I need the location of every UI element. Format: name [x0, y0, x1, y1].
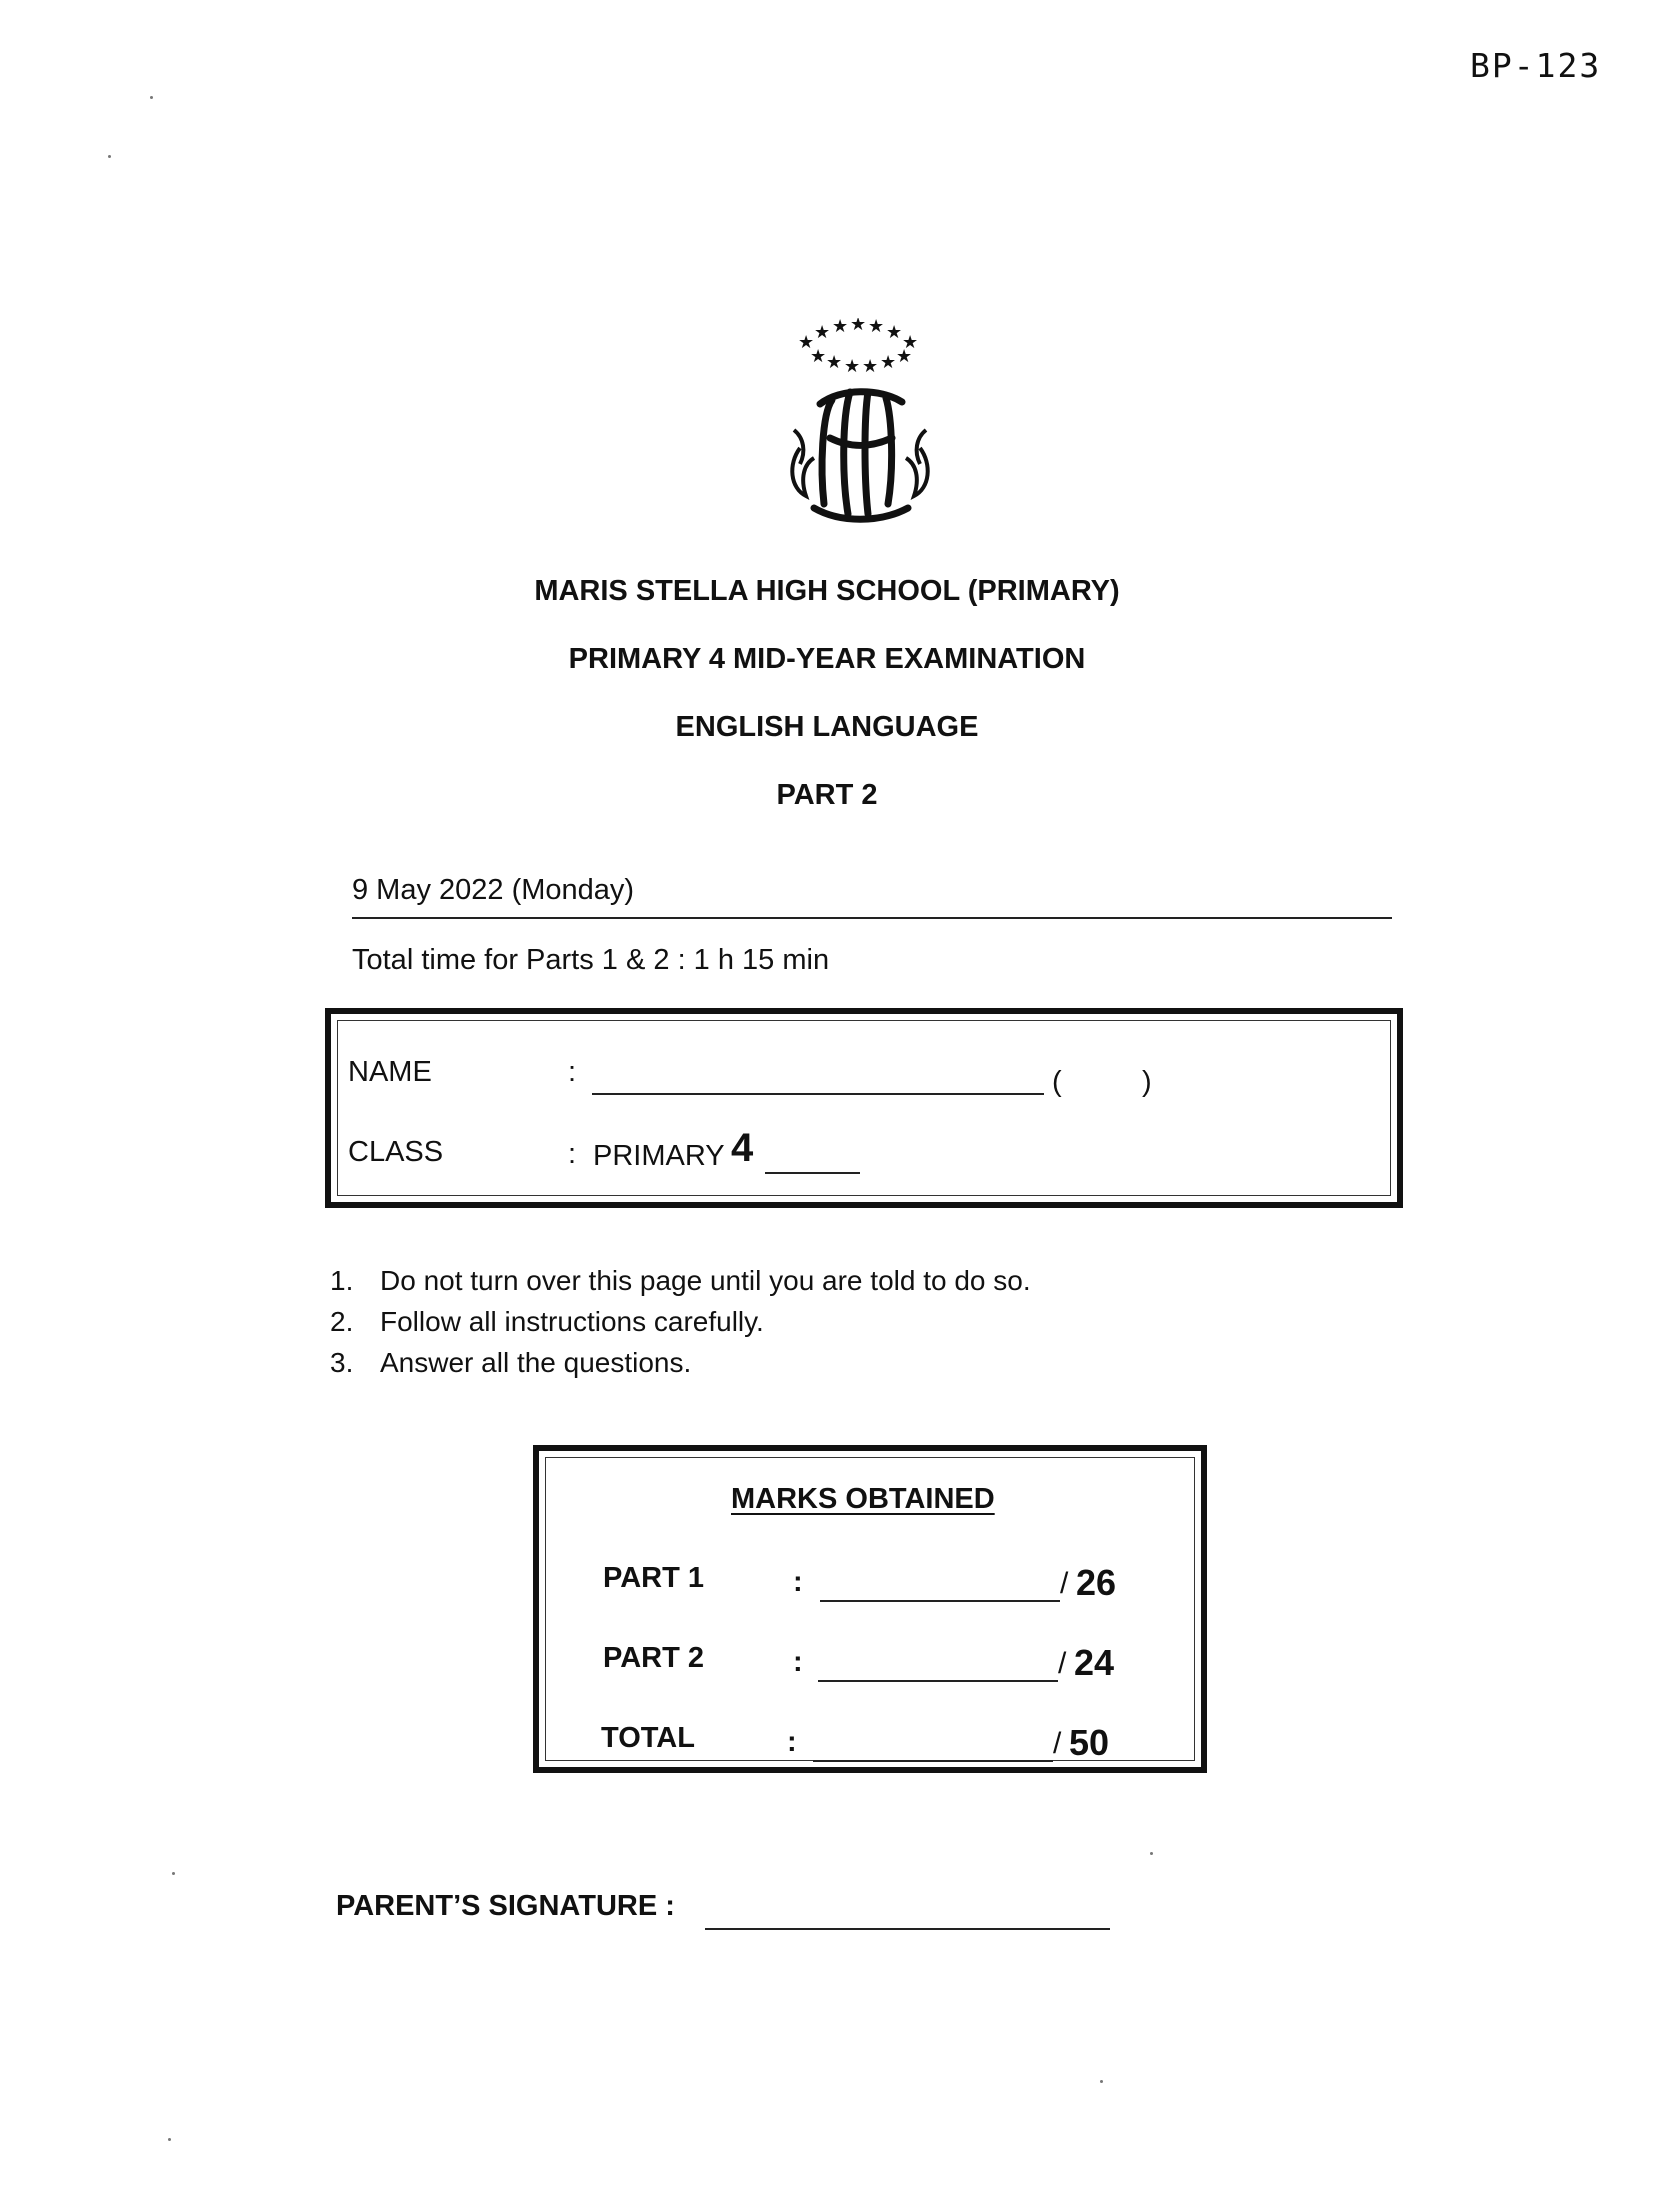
part2-slash: / [1058, 1647, 1067, 1680]
scan-speck [168, 2138, 171, 2141]
instruction-item: 2. Follow all instructions carefully. [330, 1306, 764, 1337]
total-colon: : [787, 1726, 797, 1758]
svg-text:★: ★ [862, 356, 879, 377]
part2-colon: : [793, 1646, 803, 1678]
total-max: 50 [1069, 1722, 1110, 1763]
register-number-paren-open: ( [1052, 1066, 1062, 1098]
scan-speck [1150, 1852, 1153, 1855]
parent-signature-label: PARENT’S SIGNATURE : [336, 1890, 675, 1922]
exam-date: 9 May 2022 (Monday) [352, 874, 635, 906]
parent-signature-field[interactable] [705, 1928, 1110, 1930]
page-code: BP-123 [1470, 46, 1602, 85]
part1-colon: : [793, 1566, 803, 1598]
svg-text:★: ★ [886, 322, 903, 343]
total-score-field[interactable] [813, 1760, 1053, 1762]
school-crest-icon [770, 318, 950, 530]
svg-text:★: ★ [902, 332, 919, 353]
part2-label: PART 2 [603, 1642, 704, 1674]
name-label: NAME [348, 1056, 432, 1088]
school-name: MARIS STELLA HIGH SCHOOL (PRIMARY) [534, 575, 1120, 607]
student-details-box-inner-border [337, 1020, 1391, 1196]
svg-text:★: ★ [832, 318, 849, 337]
part2-score-field[interactable] [818, 1680, 1058, 1682]
class-number: 4 [731, 1126, 754, 1170]
scan-speck [150, 96, 153, 99]
svg-text:★: ★ [814, 322, 831, 343]
total-time: Total time for Parts 1 & 2 : 1 h 15 min [352, 944, 830, 976]
subject-title: ENGLISH LANGUAGE [675, 711, 979, 743]
class-field[interactable] [765, 1172, 860, 1174]
register-number-paren-close: ) [1142, 1066, 1152, 1098]
svg-text:★: ★ [798, 332, 815, 353]
part1-label: PART 1 [603, 1562, 704, 1594]
part2-max: 24 [1074, 1642, 1115, 1683]
class-colon: : [568, 1138, 577, 1170]
instructions-list [330, 1260, 1031, 1383]
part-title: PART 2 [776, 779, 878, 811]
scan-speck [108, 155, 111, 158]
scan-speck [1100, 2080, 1103, 2083]
class-prefix: PRIMARY [593, 1140, 725, 1172]
svg-text:★: ★ [826, 352, 843, 373]
svg-text:★: ★ [868, 318, 885, 337]
name-field[interactable] [592, 1093, 1044, 1095]
scan-speck [172, 1872, 175, 1875]
date-divider [352, 917, 1392, 919]
part1-slash: / [1060, 1567, 1069, 1600]
svg-text:★: ★ [844, 356, 861, 377]
total-label: TOTAL [601, 1722, 695, 1754]
svg-text:★: ★ [810, 346, 827, 367]
svg-text:★: ★ [896, 346, 913, 367]
part1-max: 26 [1076, 1562, 1117, 1603]
marks-title: MARKS OBTAINED [731, 1483, 995, 1515]
instruction-item: 3. Answer all the questions. [330, 1347, 692, 1378]
total-slash: / [1053, 1727, 1062, 1760]
svg-text:★: ★ [850, 318, 867, 335]
part1-score-field[interactable] [820, 1600, 1060, 1602]
instruction-item: 1. Do not turn over this page until you are told to do so. [330, 1265, 1031, 1296]
exam-title: PRIMARY 4 MID-YEAR EXAMINATION [568, 643, 1086, 675]
student-details-box [325, 1008, 1403, 1208]
class-label: CLASS [348, 1136, 444, 1168]
name-colon: : [568, 1056, 577, 1088]
svg-text:★: ★ [880, 352, 897, 373]
